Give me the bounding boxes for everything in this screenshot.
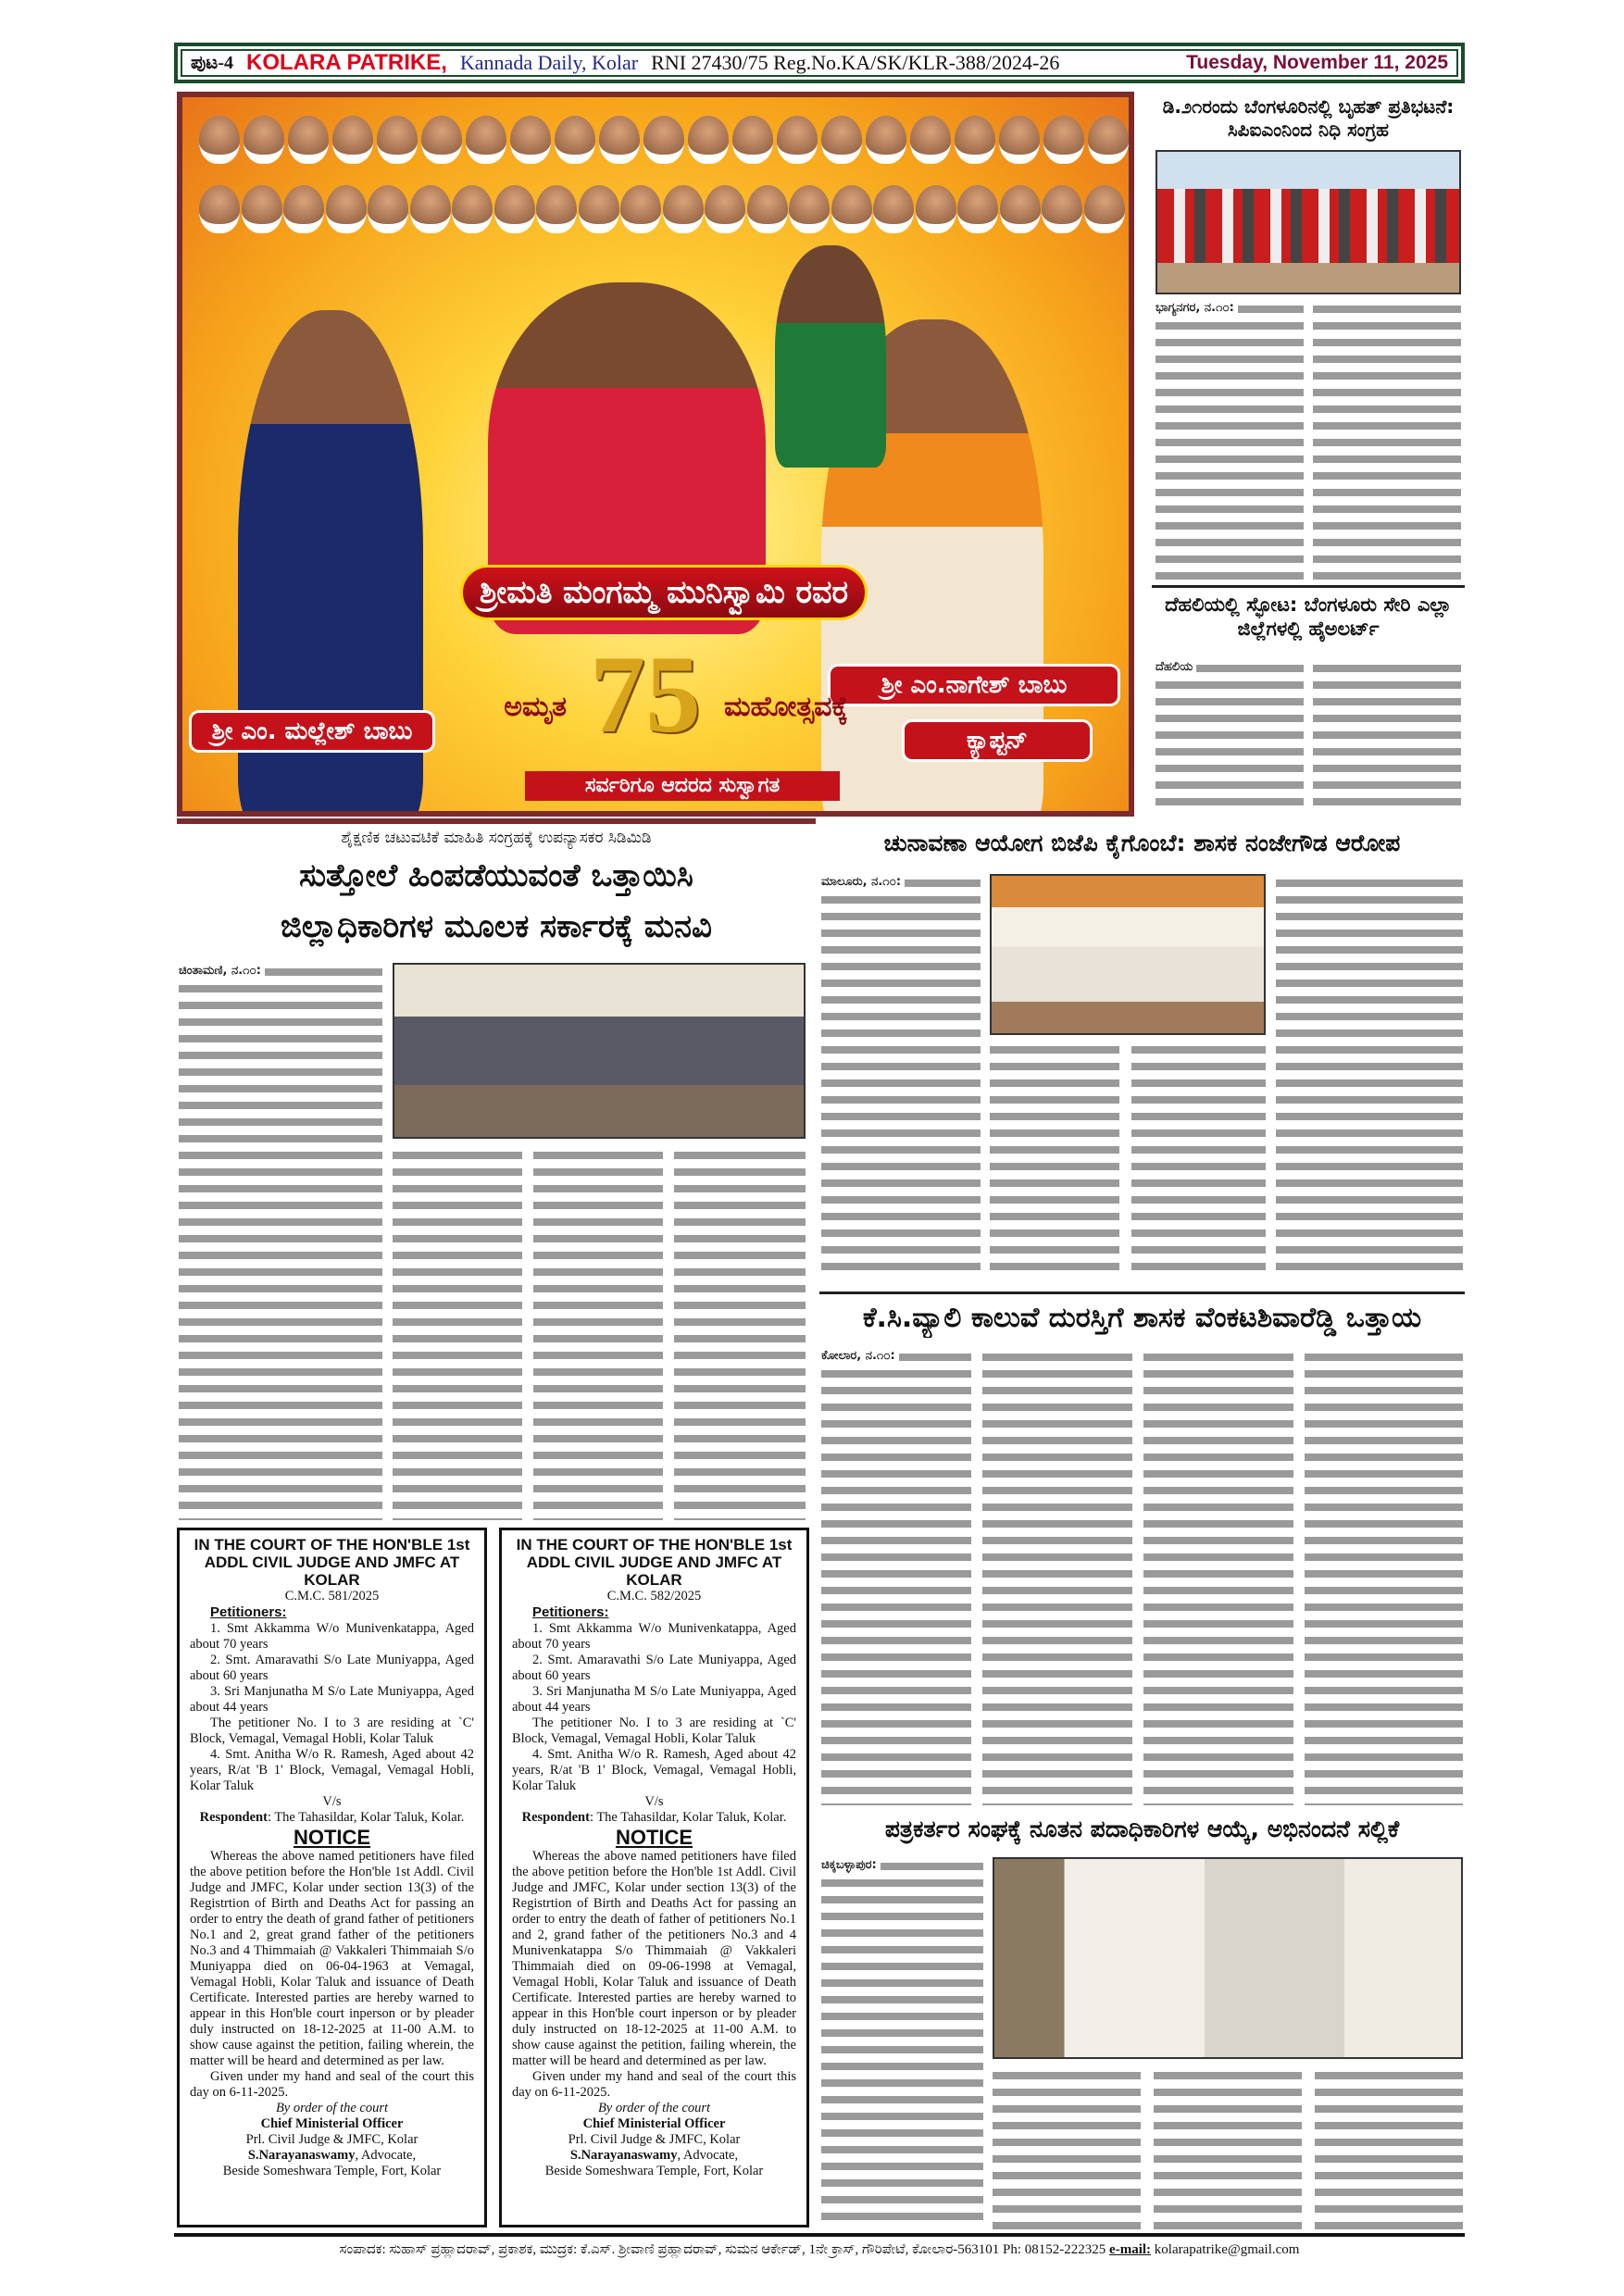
imprint: ಸಂಪಾದಕ: ಸುಹಾಸ್ ಪ್ರಹ್ಲಾದರಾವ್, ಪ್ರಕಾಶಕ, ಮುದ್ರಕ: ಕೆ.ಎಸ್. ಶ್ರೀವಾಣಿ ಪ್ರಹ್ಲಾದರಾವ್, ಸುಮನ ಆರ್ಕೇಡ್, 1ನೇ ಕ್ರಾಸ್, ಗೌರಿಪೇಟೆ, ಕೋಲಾರ-563101: [339, 2242, 1000, 2257]
case-number: C.M.C. 581/2025: [284, 1589, 380, 1603]
petitioner-2: 2. Smt. Amaravathi S/o Late Muniyappa, Aged about 60 years: [512, 1653, 796, 1683]
phone: Ph: 08152-222325: [1003, 2242, 1106, 2257]
portrait: [326, 185, 367, 233]
petitioner-3: 3. Sri Manjunatha M S/o Late Muniyappa, Aged about 44 years: [512, 1684, 796, 1715]
case-number: C.M.C. 582/2025: [606, 1589, 702, 1603]
notice-title: NOTICE: [615, 1826, 693, 1849]
cpim-headline: [1152, 95, 1465, 144]
email[interactable]: kolarapatrike@gmail.com: [1154, 2242, 1300, 2257]
divider: [177, 818, 816, 824]
court-name: IN THE COURT OF THE HON'BLE 1st: [194, 1536, 470, 1554]
journalists-text-col3: [1154, 2066, 1302, 2229]
kcvalley-text-col1: [821, 1348, 971, 1805]
portrait: [599, 116, 640, 164]
back-figure: [775, 245, 886, 468]
email-label: e-mail:: [1109, 2242, 1152, 2257]
officer: Chief Ministerial Officer: [582, 2116, 726, 2131]
memorandum-photo: [393, 963, 806, 1139]
portrait: [688, 116, 729, 164]
portrait: [831, 185, 872, 233]
text-fit-wrapper: ಶ್ರೀಮತಿ ಮಂಗಮ್ಮ ಮುನಿಸ್ವಾಮಿ ರವರ: [479, 574, 849, 611]
advocate-suffix: , Advocate,: [355, 2148, 417, 2163]
press-meet-photo: [990, 874, 1266, 1035]
kcvalley-text-col2: [982, 1348, 1132, 1805]
court-name-2: ADDL CIVIL JUDGE AND JMFC AT KOLAR: [204, 1554, 460, 1589]
judge: Prl. Civil Judge & JMFC, Kolar: [568, 2132, 741, 2147]
imprint-footer: [174, 2233, 1465, 2259]
portrait: [955, 116, 995, 164]
portrait: [579, 185, 619, 233]
notice-body: Whereas the above named petitioners have filed the above petition before the Hon'ble 1st Addl. Civil Judge and JMFC, Kolar under section 13(3) of the Registrtion of Birth and Deaths Act for passing an order to entry the death of father of petitioners No.1 and 2, grand father of the petitioners No.3 and 4 Munivenkatappa S/o Thimmaiah @ Vakkaleri Thimmaiah died on 09-06-1998 at Vemagal, Vemagal Hobli, Kolar Taluk and issuance of Death Certificate. Interested parties are hereby warned to appear in this Hon'ble court inperson or by pleader duly instructed on 18-12-2025 at 11-00 A.M. to show cause against the petition, failing wherein, the matter will be heard and determined as per law.: [512, 1849, 796, 2068]
portrait: [288, 116, 329, 164]
portrait: [199, 185, 240, 233]
portrait: [421, 116, 462, 164]
lecturers-headline-1: [177, 856, 816, 897]
election-text-col3: [1131, 1041, 1266, 1272]
portrait: [1043, 116, 1084, 164]
notice-title: NOTICE: [293, 1826, 371, 1849]
portrait: [283, 185, 324, 233]
text-fit-wrapper: ಚುನಾವಣಾ ಆಯೋಗ ಬಿಜೆಪಿ ಕೈಗೊಂಬೆ: ಶಾಸಕ ನಂಜೇಗೌಡ ಆರೋಪ: [883, 830, 1401, 856]
text-fit-wrapper: ಅಮೃತ: [504, 691, 567, 723]
advocate: S.Narayanaswamy: [569, 2148, 678, 2163]
portrait: [821, 116, 862, 164]
court-notice-581: [177, 1528, 487, 2227]
respondent-label: Respondent: [521, 1810, 590, 1825]
advocate-address: Beside Someshwara Temple, Fort, Kolar: [544, 2164, 764, 2178]
journalists-headline: [819, 1815, 1465, 1846]
notice-given: Given under my hand and seal of the court this day on 6-11-2025.: [512, 2069, 796, 2100]
divider: [1152, 585, 1465, 588]
portrait: [555, 116, 595, 164]
portrait: [957, 185, 998, 233]
masthead: [174, 43, 1465, 83]
portrait: [332, 116, 373, 164]
portrait: [199, 116, 240, 164]
delhi-text-col1: [1156, 659, 1304, 815]
portrait: [1000, 185, 1041, 233]
portrait: [410, 185, 451, 233]
portrait: [368, 185, 408, 233]
portrait: [705, 185, 745, 233]
portrait: [747, 185, 788, 233]
portrait: [244, 116, 284, 164]
delhi-text-col2: [1313, 659, 1461, 815]
text-fit-wrapper: ಸರ್ವರಿಗೂ ಆದರದ ಸುಸ್ವಾಗತ: [584, 774, 781, 797]
dateline: ಚಿಂತಾಮಣಿ, ನ.೧೦:: [179, 963, 265, 980]
text-fit-wrapper: ಜಿಲ್ಲಾಧಿಕಾರಿಗಳ ಮೂಲಕ ಸರ್ಕಾರಕ್ಕೆ ಮನವಿ: [281, 908, 712, 945]
journalists-text-col2: [993, 2066, 1141, 2229]
text-fit-wrapper: ದೆಹಲಿಯಲ್ಲಿ ಸ್ಫೋಟ: ಬೆಂಗಳೂರು ಸೇರಿ ಎಲ್ಲಾ ಜಿಲ್ಲೆಗಳಲ್ಲಿ ಹೈಅಲರ್ಟ್: [1165, 593, 1452, 641]
election-headline: [819, 829, 1465, 860]
journalists-photo: [993, 1857, 1463, 2059]
judge: Prl. Civil Judge & JMFC, Kolar: [245, 2132, 418, 2147]
petitioner-4: 4. Smt. Anitha W/o R. Ramesh, Aged about 42 years, R/at 'B 1' Block, Vemagal, Vemagal Hobli, Kolar Taluk: [512, 1747, 796, 1793]
portrait: [510, 116, 551, 164]
portrait: [1042, 185, 1082, 233]
portrait: [732, 116, 773, 164]
petitioner-2: 2. Smt. Amaravathi S/o Late Muniyappa, Aged about 60 years: [190, 1653, 474, 1683]
portrait: [377, 116, 418, 164]
portrait: [1084, 185, 1125, 233]
respondent: : The Tahasildar, Kolar Taluk, Kolar.: [589, 1810, 787, 1825]
text-fit-wrapper: ಶೈಕ್ಷಣಿಕ ಚಟುವಟಿಕೆ ಮಾಹಿತಿ ಸಂಗ್ರಹಕ್ಕೆ ಉಪನ್ಯಾಸಕರ ಸಿಡಿಮಿಡಿ: [341, 829, 652, 847]
portrait: [452, 185, 493, 233]
protest-photo: [1156, 150, 1461, 294]
order-line: By order of the court: [597, 2101, 711, 2115]
text-fit-wrapper: ಶ್ರೀ ಎಂ. ಮಲ್ಲೇಶ್ ಬಾಬು: [211, 718, 413, 745]
lecturers-kicker: [177, 829, 816, 850]
portrait: [494, 185, 535, 233]
election-text-col4: [1276, 874, 1463, 1272]
respondent: : The Tahasildar, Kolar Taluk, Kolar.: [267, 1810, 465, 1825]
dateline: ದೆಹಲಿಯ: [1156, 659, 1196, 676]
versus: V/s: [322, 1794, 342, 1809]
text-fit-wrapper: ಮಹೋತ್ಸವಕ್ಕೆ: [724, 691, 848, 723]
text-fit-wrapper: ಸುತ್ತೋಲೆ ಹಿಂಪಡೆಯುವಂತೆ ಒತ್ತಾಯಿಸಿ: [299, 857, 693, 894]
advocate-address: Beside Someshwara Temple, Fort, Kolar: [222, 2164, 442, 2178]
notice-given: Given under my hand and seal of the court this day on 6-11-2025.: [190, 2069, 474, 2100]
kcvalley-text-col3: [1143, 1348, 1293, 1805]
notice-body: Whereas the above named petitioners have filed the above petition before the Hon'ble 1st Addl. Civil Judge and JMFC, Kolar under section 13(3) of the Registrtion of Birth and Deaths Act for passing an order to entry the death of grand father of petitioners No.1 and 2, great grand father of the petitioners No.3 and 4 Thimmaiah @ Vakkaleri Thimmaiah S/o Muniyappa died on 06-04-1963 at Vemagal, Vemagal Hobli, Kolar Taluk and issuance of Death Certificate. Interested parties are hereby warned to appear in this Hon'ble court inperson or by pleader duly instructed on 18-12-2025 at 11-00 A.M. to show cause against the petition, failing wherein, the matter will be heard and determined as per law.: [190, 1849, 474, 2068]
portrait: [643, 116, 684, 164]
lecturers-text-col1: [179, 963, 382, 1520]
journalists-text-col4: [1315, 2066, 1463, 2229]
petitioners-label: Petitioners:: [532, 1604, 609, 1620]
lecturers-text-col3: [533, 1146, 663, 1520]
portrait: [536, 185, 577, 233]
petitioner-3: 3. Sri Manjunatha M S/o Late Muniyappa, Aged about 44 years: [190, 1684, 474, 1715]
portrait: [916, 185, 956, 233]
journalists-text-col1: [821, 1857, 983, 2229]
advocate-suffix: , Advocate,: [677, 2148, 739, 2163]
kcvalley-headline: [819, 1301, 1465, 1338]
election-text-col1: [821, 874, 981, 1272]
left-name: [192, 713, 432, 750]
issue-date: Tuesday, November 11, 2025: [1186, 52, 1448, 73]
cpim-text-col1: [1156, 300, 1304, 583]
page-number: ಪುಟ-4: [191, 52, 234, 73]
residence: The petitioner No. I to 3 are residing at `C' Block, Vemagal, Vemagal Hobli, Kolar Taluk: [190, 1716, 474, 1746]
advertisement-banner: [177, 92, 1134, 817]
portrait: [789, 185, 830, 233]
mahotsava-text: [724, 690, 905, 725]
text-fit-wrapper: ಪತ್ರಕರ್ತರ ಸಂಘಕ್ಕೆ ನೂತನ ಪದಾಧಿಕಾರಿಗಳ ಆಯ್ಕೆ, ಅಭಿನಂದನೆ ಸಲ್ಲಿಕೆ: [884, 1816, 1400, 1842]
petitioners-label: Petitioners:: [210, 1604, 287, 1620]
text-fit-wrapper: 75: [590, 632, 701, 755]
election-text-col2: [990, 1041, 1119, 1272]
petitioner-4: 4. Smt. Anitha W/o R. Ramesh, Aged about 42 years, R/at 'B 1' Block, Vemagal, Vemagal Hobli, Kolar Taluk: [190, 1747, 474, 1793]
anniversary-number: [576, 630, 715, 759]
dateline: ಚಿಕ್ಕಬಳ್ಳಾಪುರ:: [821, 1857, 881, 1874]
court-name-2: ADDL CIVIL JUDGE AND JMFC AT KOLAR: [526, 1554, 782, 1589]
portrait: [466, 116, 506, 164]
dateline: ಮಾಲೂರು, ನ.೧೦:: [821, 874, 905, 891]
cpim-text-col2: [1313, 300, 1461, 583]
court-notice-582: [499, 1528, 809, 2227]
divider: [819, 1292, 1465, 1294]
registration-number: RNI 27430/75 Reg.No.KA/SK/KLR-388/2024-26: [651, 51, 1060, 74]
dateline: ಭಾಗ್ಯನಗರ, ನ.೧೦:: [1156, 300, 1238, 317]
amrutha-text: [414, 690, 567, 725]
advocate: S.Narayanaswamy: [247, 2148, 356, 2163]
text-fit-wrapper: ಶ್ರೀ ಎಂ.ನಾಗೇಶ್ ಬಾಬು: [881, 671, 1068, 699]
lecturers-text-col2: [393, 1146, 522, 1520]
welcome-text: [525, 771, 840, 801]
subtitle: Kannada Daily, Kolar: [459, 51, 639, 74]
text-fit-wrapper: ಡಿ.೨೧ರಂದು ಬೆಂಗಳೂರಿನಲ್ಲಿ ಬೃಹತ್ ಪ್ರತಿಭಟನೆ: ಸಿಪಿಐಎಂನಿಂದ ನಿಧಿ ಸಂಗ್ರಹ: [1162, 95, 1455, 141]
kcvalley-text-col4: [1305, 1348, 1463, 1805]
officer: Chief Ministerial Officer: [260, 2116, 404, 2131]
text-fit-wrapper: [174, 2240, 1465, 2259]
portrait: [663, 185, 704, 233]
portrait: [999, 116, 1040, 164]
portrait: [242, 185, 282, 233]
portrait: [620, 185, 661, 233]
respondent-label: Respondent: [199, 1810, 268, 1825]
delhi-headline: [1152, 593, 1465, 643]
order-line: By order of the court: [275, 2101, 389, 2115]
portrait: [1088, 116, 1129, 164]
court-name: IN THE COURT OF THE HON'BLE 1st: [516, 1536, 793, 1554]
lecturers-headline-2: [177, 907, 816, 948]
dateline: ಕೋಲಾರ, ನ.೧೦:: [821, 1348, 899, 1365]
text-fit-wrapper: ಕೆ.ಸಿ.ವ್ಯಾಲಿ ಕಾಲುವೆ ದುರಸ್ತಿಗೆ ಶಾಸಕ ವೆಂಕಟಶಿವಾರೆಡ್ಡಿ ಒತ್ತಾಯ: [862, 1302, 1422, 1334]
banner-title: [460, 565, 868, 620]
portrait: [866, 116, 906, 164]
right-title: [905, 722, 1090, 759]
residence: The petitioner No. I to 3 are residing at `C' Block, Vemagal, Vemagal Hobli, Kolar Taluk: [512, 1716, 796, 1746]
petitioner-1: 1. Smt Akkamma W/o Munivenkatappa, Aged about 70 years: [512, 1621, 796, 1652]
text-fit-wrapper: ಕ್ಯಾಪ್ಟನ್: [967, 727, 1028, 755]
petitioner-1: 1. Smt Akkamma W/o Munivenkatappa, Aged about 70 years: [190, 1621, 474, 1652]
lecturers-text-col4: [674, 1146, 806, 1520]
portrait: [873, 185, 914, 233]
portrait: [777, 116, 818, 164]
brand-name: KOLARA PATRIKE,: [246, 50, 447, 75]
portrait: [910, 116, 951, 164]
versus: V/s: [644, 1794, 664, 1809]
